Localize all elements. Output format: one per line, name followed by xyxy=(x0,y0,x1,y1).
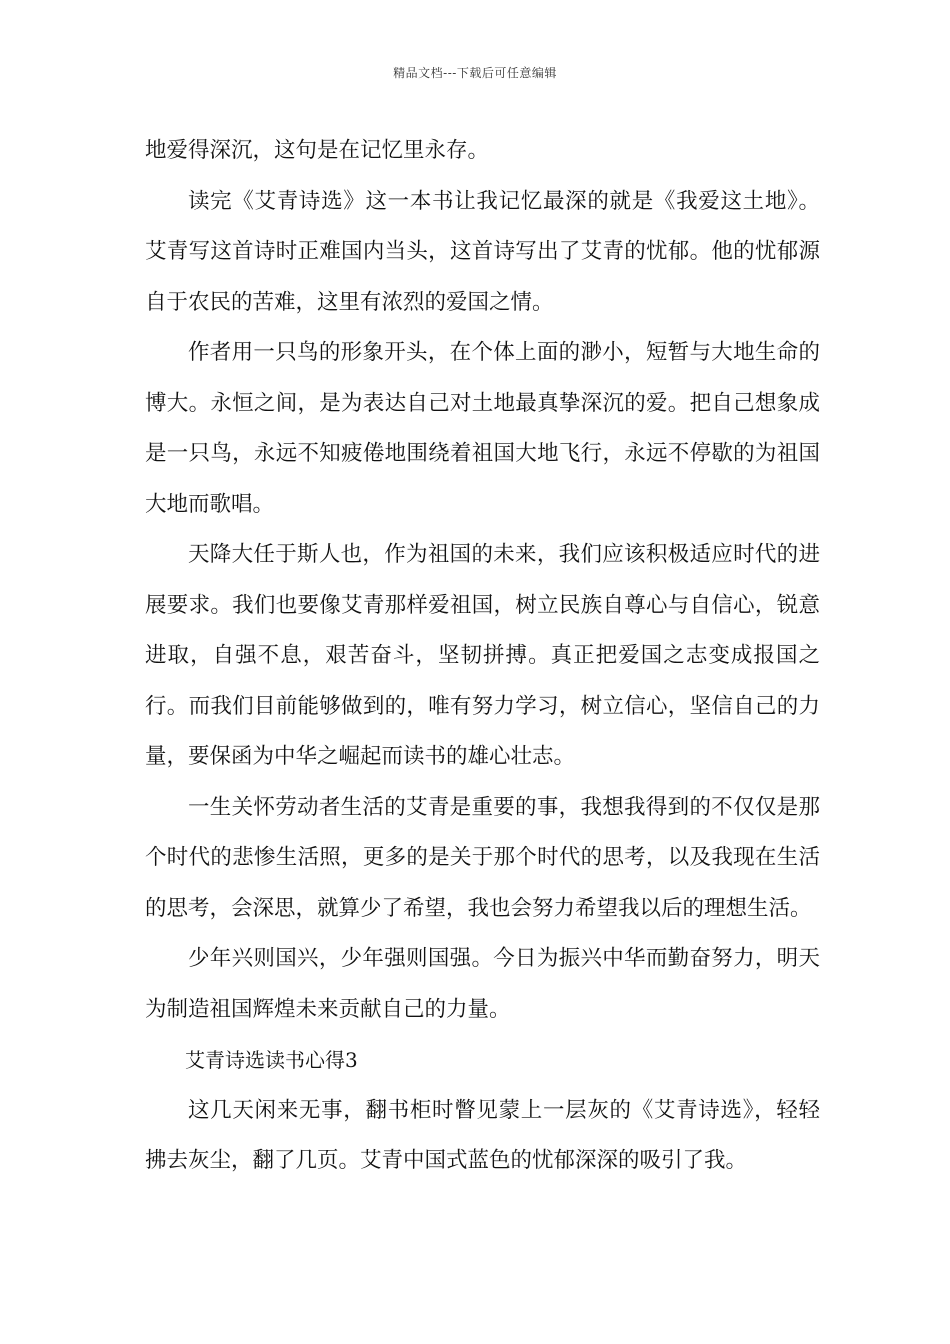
paragraph-patriotism: 天降大任于斯人也，作为祖国的未来，我们应该积极适应时代的进展要求。我们也要像艾青那样爱祖国，树立民族自尊心与自信心，锐意进取，自强不息，艰苦奋斗，坚韧拼搏。真正把爱国之志变成报国之行。而我们目前能够做到的，唯有努力学习，树立信心，坚信自己的力量，要保函为中华之崛起而读书的雄心壮志。 xyxy=(145,542,820,769)
page-header: 精品文档---下载后可任意编辑 xyxy=(393,66,557,80)
document-body xyxy=(145,126,820,1187)
paragraph-continuation: 地爱得深沉，这句是在记忆里永存。 xyxy=(145,138,490,163)
paragraph-youth: 少年兴则国兴，少年强则国强。今日为振兴中华而勤奋努力，明天为制造祖国辉煌未来贡献自己的力量。 xyxy=(145,946,820,1022)
paragraph-reflection: 一生关怀劳动者生活的艾青是重要的事，我想我得到的不仅仅是那个时代的悲惨生活照，更多的是关于那个时代的思考，以及我现在生活的思考，会深思，就算少了希望，我也会努力希望我以后的理想生活。 xyxy=(145,794,820,921)
paragraph-bird-image: 作者用一只鸟的形象开头，在个体上面的渺小，短暂与大地生命的博大。永恒之间，是为表达自己对土地最真挚深沉的爱。把自己想象成是一只鸟，永远不知疲倦地围绕着祖国大地飞行，永远不停歇的为祖国大地而歌唱。 xyxy=(145,340,820,517)
paragraph-new-section: 这几天闲来无事，翻书柜时瞥见蒙上一层灰的《艾青诗选》，轻轻拂去灰尘，翻了几页。艾青中国式蓝色的忧郁深深的吸引了我。 xyxy=(145,1097,820,1173)
section-heading: 艾青诗选读书心得3 xyxy=(185,1048,358,1072)
paragraph-reading-impression: 读完《艾青诗选》这一本书让我记忆最深的就是《我爱这土地》。艾青写这首诗时正难国内当头，这首诗写出了艾青的忧郁。他的忧郁源自于农民的苦难，这里有浓烈的爱国之情。 xyxy=(145,188,820,315)
